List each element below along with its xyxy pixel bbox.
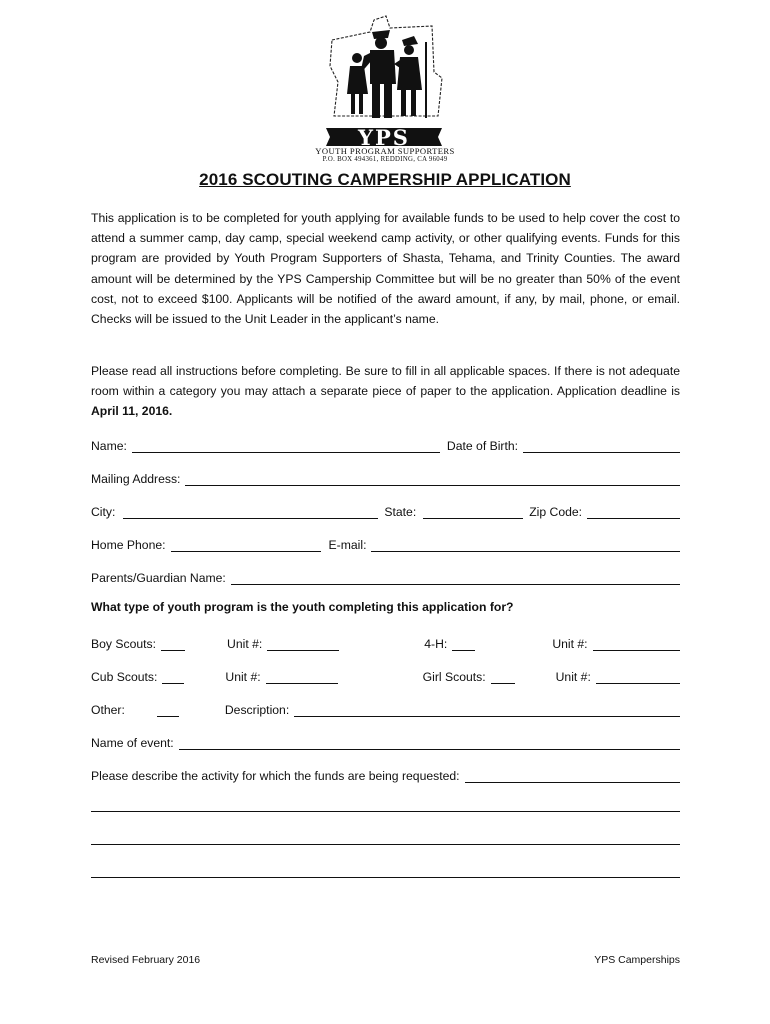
row-other (91, 699, 680, 717)
logo-org-name: YOUTH PROGRAM SUPPORTERS (315, 146, 455, 156)
guardian-label: Parents/Guardian Name: (91, 571, 226, 585)
boy-scouts-label: Boy Scouts: (91, 637, 157, 651)
yps-banner-text: YPS (358, 125, 410, 150)
state-label: State: (384, 505, 417, 519)
activity-label: Please describe the activity for which the funds are being requested: (91, 769, 460, 783)
event-label: Name of event: (91, 736, 174, 750)
cub-scouts-label: Cub Scouts: (91, 670, 158, 684)
intro-paragraph: This application is to be completed for youth applying for available funds to be used to help cover the cost to attend a summer camp, day camp, special weekend camp activity, or other qualifying events. Funds for this program are provided by Youth Program Supporters of Shasta, Tehama, and Trinity Counties. The award amount will be determined by the YPS Campership Committee but will be no greater than 50% of the event cost, not to exceed $100. Applicants will be notified of the award amount, if any, by mail, phone, or email. Checks will be issued to the Unit Leader in the applicant’s name. (91, 211, 680, 327)
zip-label: Zip Code: (529, 505, 583, 519)
row-mailing (91, 468, 680, 486)
email-label: E-mail: (328, 538, 367, 552)
yps-logo (310, 12, 460, 164)
activity-line-2[interactable] (91, 811, 680, 812)
activity-line-3[interactable] (91, 844, 680, 845)
logo-address: P.O. BOX 494361, REDDING, CA 96049 (322, 156, 448, 163)
instructions-paragraph (91, 361, 680, 422)
name-field[interactable] (132, 439, 440, 453)
guardian-field[interactable] (231, 571, 680, 585)
logo-illustration (310, 12, 460, 132)
program-question: What type of youth program is the youth completing this application for? (91, 600, 514, 614)
name-label: Name: (91, 439, 127, 453)
footer-revised: Revised February 2016 (91, 954, 201, 966)
row-phone (91, 534, 680, 552)
activity-line-4[interactable] (91, 877, 680, 878)
dob-field[interactable] (523, 439, 680, 453)
cub-scouts-field[interactable] (162, 670, 184, 684)
boy-scouts-unit-field[interactable] (267, 637, 339, 651)
email-field[interactable] (371, 538, 680, 552)
event-field[interactable] (179, 736, 680, 750)
cub-scouts-unit-label: Unit #: (225, 670, 261, 684)
page-title: 2016 SCOUTING CAMPERSHIP APPLICATION (199, 170, 571, 189)
four-h-label: 4-H: (424, 637, 448, 651)
row-city (91, 501, 680, 519)
girl-scouts-unit-label: Unit #: (555, 670, 591, 684)
row-cub-scouts (91, 666, 680, 684)
row-event (91, 732, 680, 750)
boy-scouts-field[interactable] (161, 637, 185, 651)
footer-program: YPS Camperships (594, 954, 680, 966)
row-activity (91, 765, 680, 783)
home-phone-label: Home Phone: (91, 538, 166, 552)
description-label: Description: (224, 703, 290, 717)
boy-scouts-unit-label: Unit #: (227, 637, 263, 651)
deadline-date: April 11, 2016. (91, 404, 173, 419)
mailing-field[interactable] (185, 472, 680, 486)
zip-field[interactable] (587, 505, 680, 519)
row-name (91, 435, 680, 453)
instructions-text: Please read all instructions before completing. Be sure to fill in all applicable spaces. If there is not adequate room within a category you may attach a separate piece of paper to the application. Application deadline is (91, 364, 680, 399)
city-label: City: (91, 505, 116, 519)
other-field[interactable] (157, 703, 179, 717)
mailing-label: Mailing Address: (91, 472, 181, 486)
description-field[interactable] (294, 703, 680, 717)
home-phone-field[interactable] (171, 538, 321, 552)
dob-label: Date of Birth: (446, 439, 519, 453)
row-guardian (91, 567, 680, 585)
activity-field[interactable] (465, 769, 680, 783)
girl-scouts-unit-field[interactable] (596, 670, 680, 684)
state-field[interactable] (423, 505, 523, 519)
four-h-unit-field[interactable] (593, 637, 680, 651)
girl-scouts-field[interactable] (491, 670, 515, 684)
cub-scouts-unit-field[interactable] (266, 670, 338, 684)
four-h-field[interactable] (452, 637, 475, 651)
other-label: Other: (91, 703, 125, 717)
four-h-unit-label: Unit #: (552, 637, 588, 651)
girl-scouts-label: Girl Scouts: (422, 670, 486, 684)
city-field[interactable] (123, 505, 378, 519)
row-boy-scouts (91, 633, 680, 651)
